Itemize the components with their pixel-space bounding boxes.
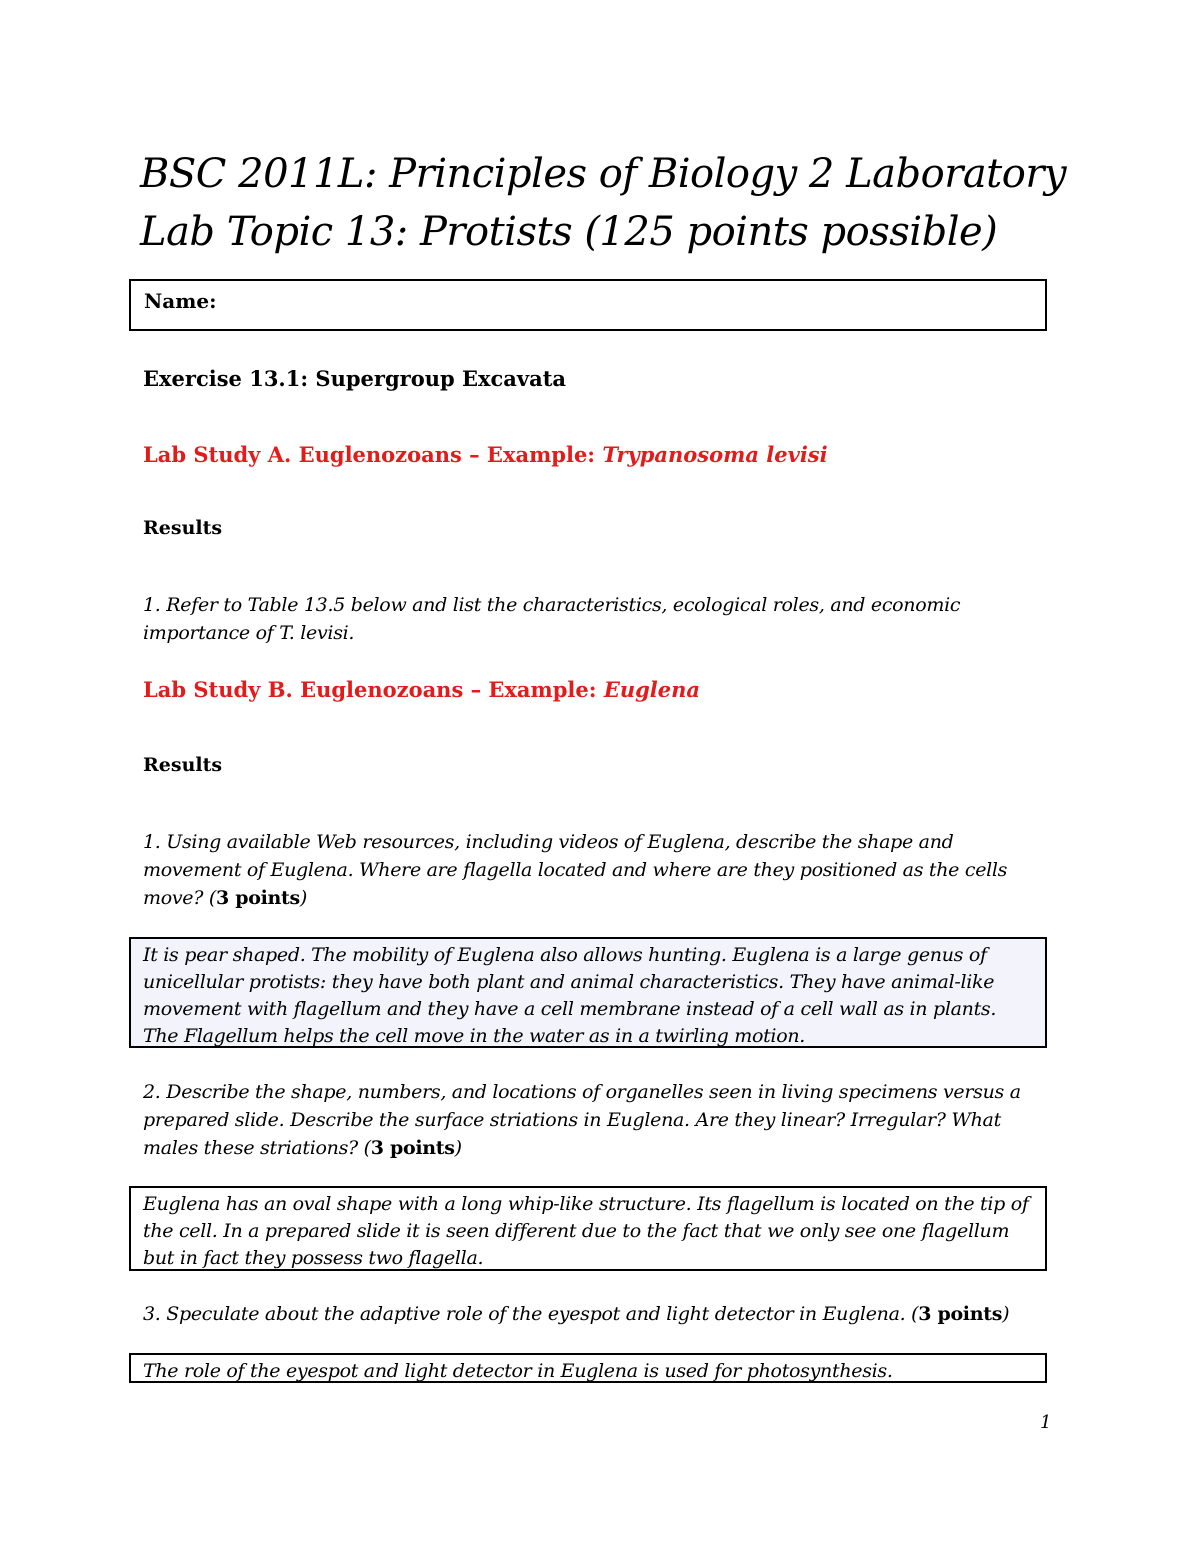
question-2-text: 2. Describe the shape, numbers, and locations of organelles seen in living specimens versus a prepared slide. Describe the surface striations in Euglena. Are they linear? Irregular? What males these striations? ( xyxy=(143,1081,1021,1159)
answer-1-text: It is pear shaped. The mobility of Euglena also allows hunting. Euglena is a large genus of unicellular protists: they have both plant and animal characteristics. They have animal-like movement with flagellum and they have a cell membrane instead of a cell wall as in plants. The Flagellum helps the cell move in the water as in a twirling motion. xyxy=(143,944,997,1047)
name-label: Name: xyxy=(144,289,217,313)
lab-study-b-heading-prefix: Lab Study B. Euglenozoans – Example: xyxy=(143,677,604,702)
lab-study-a-heading-prefix: Lab Study A. Euglenozoans – Example: xyxy=(143,442,603,467)
answer-3-box[interactable] xyxy=(129,1353,1047,1383)
question-3-close: ) xyxy=(1002,1303,1010,1325)
answer-1-box[interactable] xyxy=(129,937,1047,1048)
lab-study-b-heading xyxy=(143,677,700,702)
answer-3-text: The role of the eyespot and light detector in Euglena is used for photosynthesis. xyxy=(143,1360,893,1382)
lab-study-a-question-1: 1. Refer to Table 13.5 below and list the characteristics, ecological roles, and economic importance of T. levisi. xyxy=(143,594,961,644)
lab-title: Lab Topic 13: Protists (125 points possible) xyxy=(140,209,998,255)
lab-study-a-species: Trypanosoma levisi xyxy=(602,442,828,467)
question-1-points: 3 points xyxy=(215,887,300,909)
question-2-points: 3 points xyxy=(370,1137,455,1159)
lab-study-a-heading xyxy=(143,442,828,467)
answer-2-text: Euglena has an oval shape with a long whip-like structure. Its flagellum is located on the tip of the cell. In a prepared slide it is seen different due to the fact that we only see one flagellum but in fact they possess two flagella. xyxy=(143,1193,1029,1269)
question-1-close: ) xyxy=(299,887,308,909)
lab-study-b-question-2 xyxy=(143,1078,1043,1162)
question-2-close: ) xyxy=(454,1137,462,1159)
question-3-points: 3 points xyxy=(918,1303,1003,1325)
exercise-heading: Exercise 13.1: Supergroup Excavata xyxy=(143,366,567,391)
lab-study-b-results-label: Results xyxy=(143,754,223,776)
page-number: 1 xyxy=(1040,1412,1052,1433)
question-3-text: 3. Speculate about the adaptive role of the eyespot and light detector in Euglena. ( xyxy=(143,1303,919,1325)
answer-2-box[interactable] xyxy=(129,1186,1047,1271)
course-title: BSC 2011L: Principles of Biology 2 Laboratory xyxy=(140,151,1067,197)
name-field-box[interactable] xyxy=(129,279,1047,331)
lab-study-b-question-1 xyxy=(143,828,1043,912)
question-1-text: 1. Using available Web resources, including videos of Euglena, describe the shape and movement of Euglena. Where are flagella located and where are they positioned as the cells move? ( xyxy=(143,831,1008,909)
lab-study-b-species: Euglena xyxy=(603,677,701,702)
lab-study-b-question-3 xyxy=(143,1300,1053,1328)
lab-study-a-results-label: Results xyxy=(143,517,223,539)
